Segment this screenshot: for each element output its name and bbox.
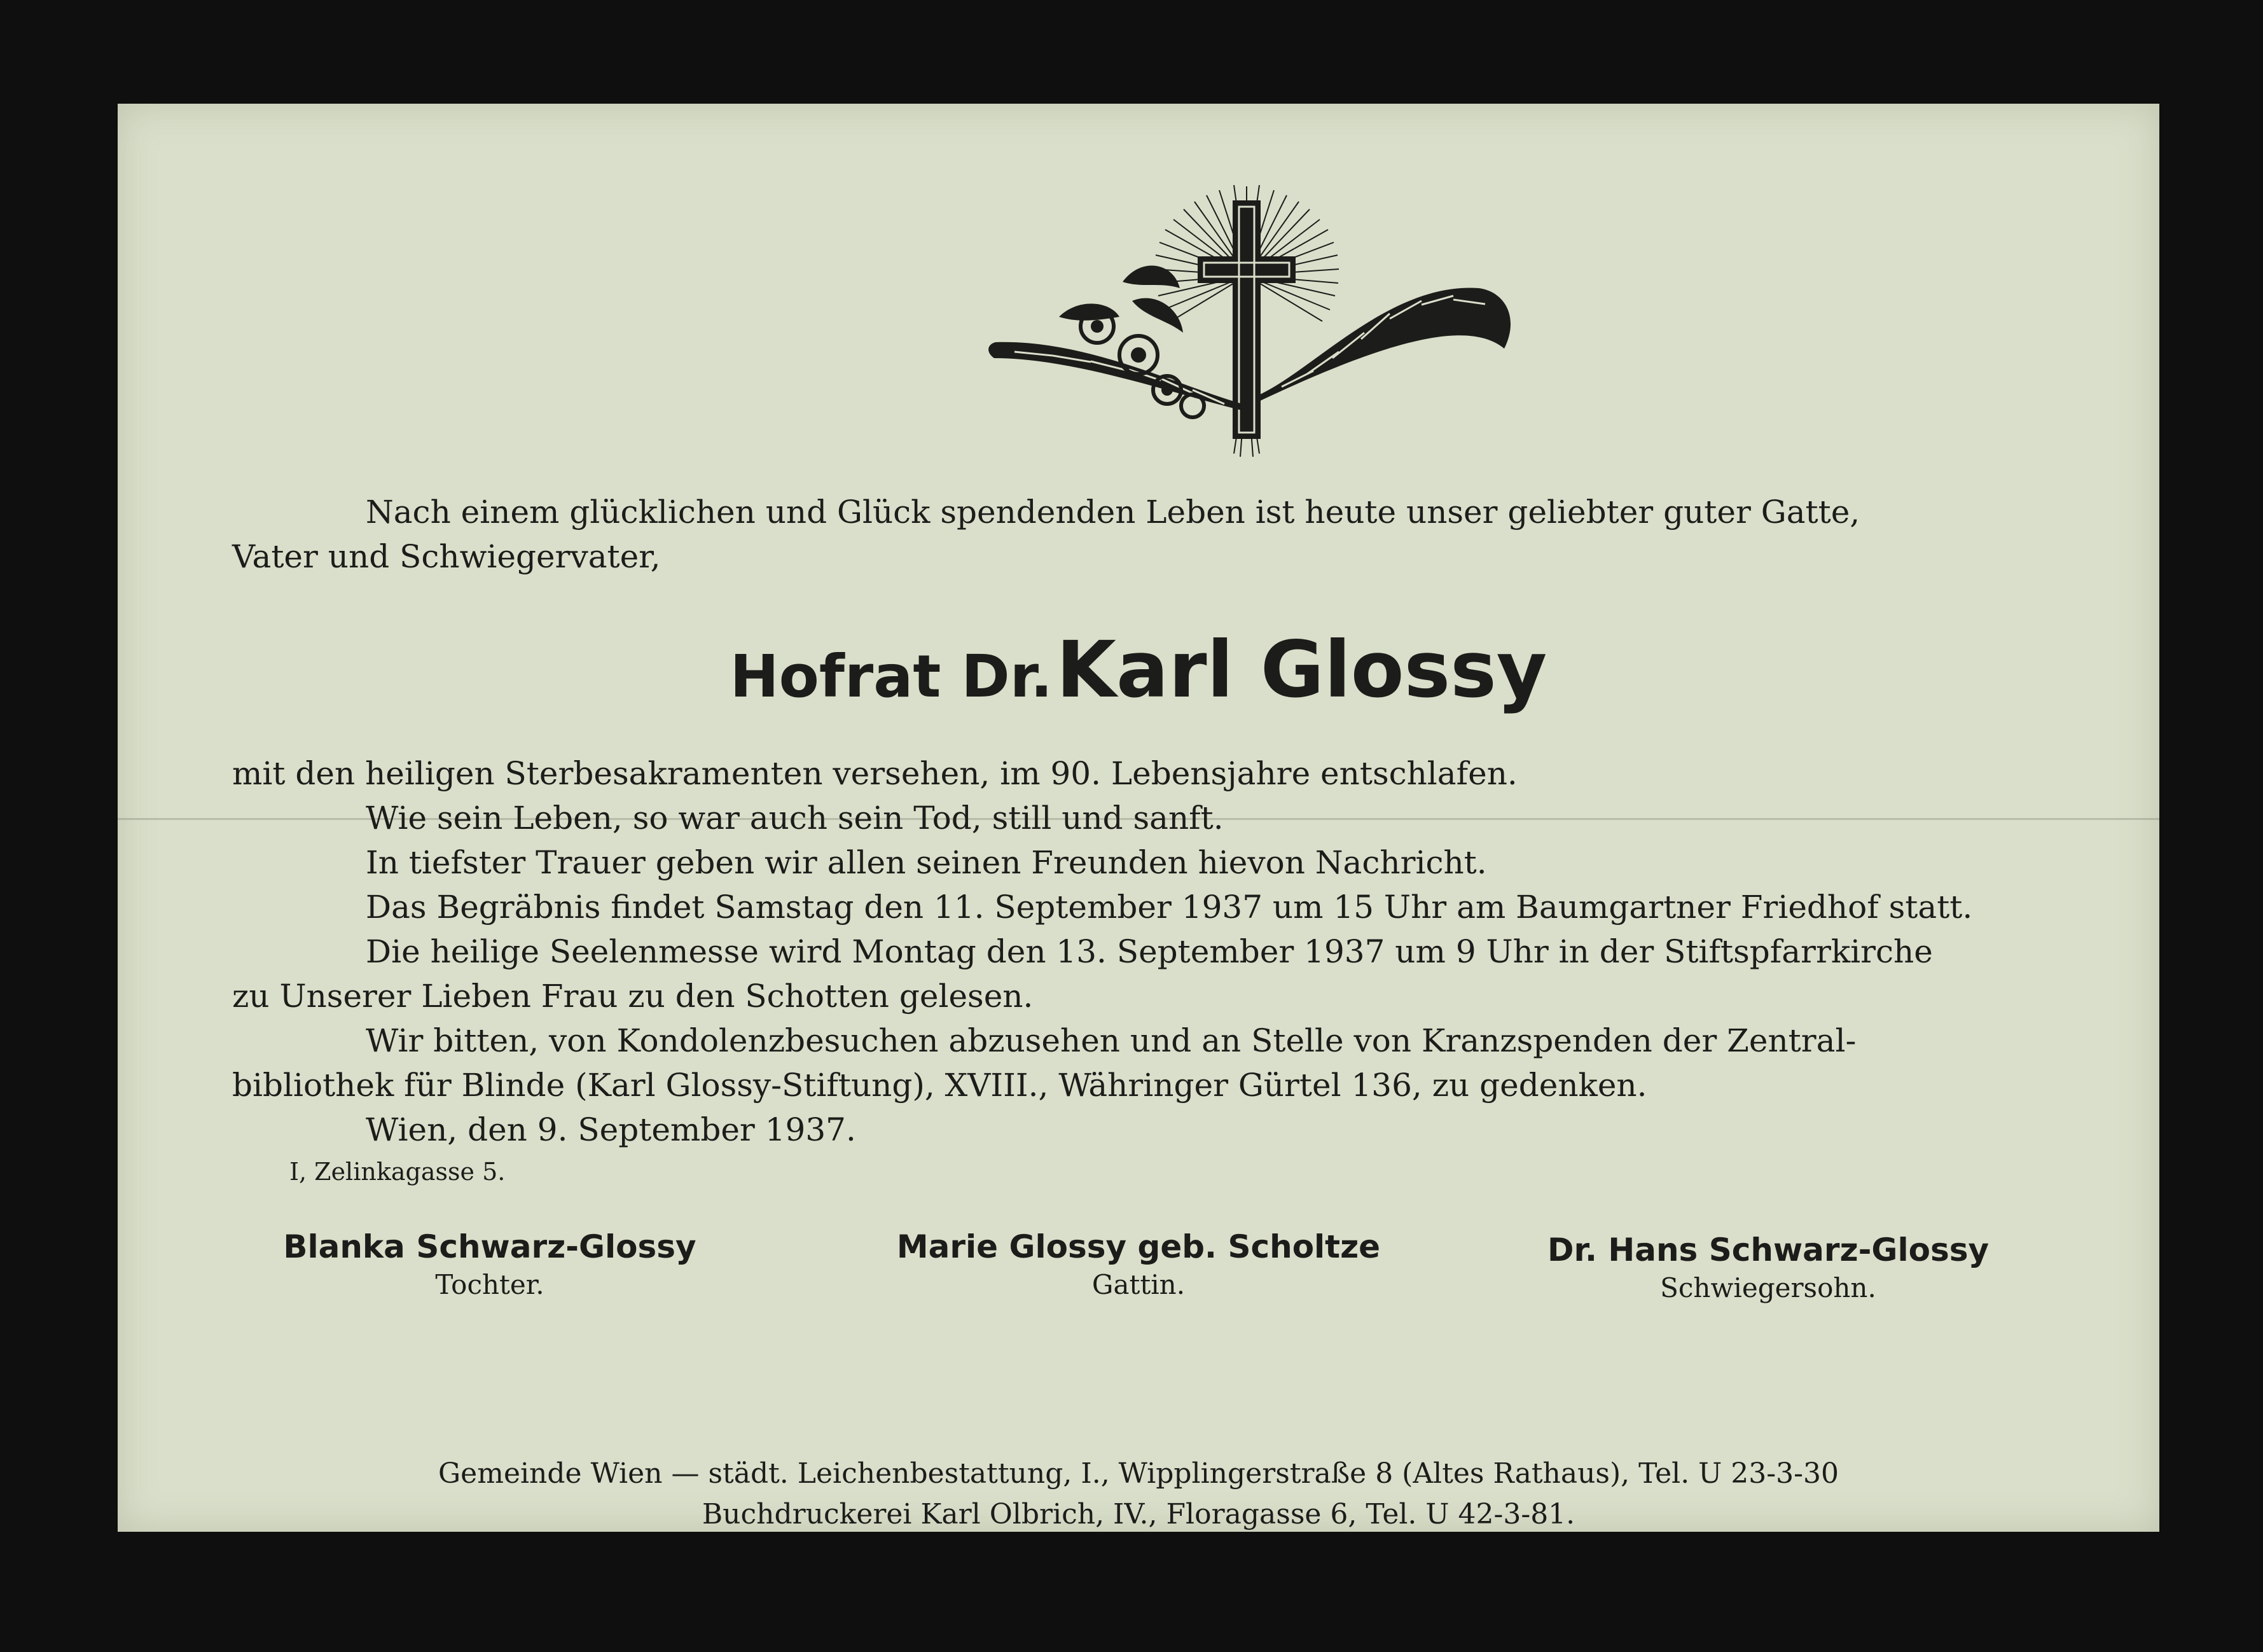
- body-line-7: Wir bitten, von Kondolenzbesuchen abzusehen und an Stelle von Kranzspenden der Zentral-: [366, 1022, 1857, 1059]
- body-line-8: bibliothek für Blinde (Karl Glossy-Stiftung), XVIII., Währinger Gürtel 136, zu gedenken.: [232, 1067, 1647, 1104]
- signatory-name: Marie Glossy geb. Scholtze: [896, 1228, 1381, 1265]
- signatory-wife: [878, 1226, 1399, 1303]
- body-line-1: mit den heiligen Sterbesakramenten versehen, im 90. Lebensjahre entschlafen.: [232, 755, 1518, 792]
- intro-line-2: Vater und Schwiegervater,: [232, 538, 661, 575]
- signatory-daughter: [229, 1226, 751, 1303]
- death-notice-sheet: [118, 104, 2159, 1532]
- intro-line-1: Nach einem glücklichen und Glück spendenden Leben ist heute unser geliebter guter Gatte,: [366, 494, 1860, 531]
- deceased-name-prefix: Hofrat Dr.: [730, 642, 1053, 711]
- footer-line-2: Buchdruckerei Karl Olbrich, IV., Floragasse 6, Tel. U 42-3-81.: [702, 1498, 1575, 1531]
- signatory-role: Schwiegersohn.: [1660, 1272, 1876, 1303]
- signatory-role: Tochter.: [435, 1269, 544, 1300]
- signatory-name: Blanka Schwarz-Glossy: [283, 1228, 696, 1265]
- body-line-4: Das Begräbnis findet Samstag den 11. September 1937 um 15 Uhr am Baumgartner Friedhof statt.: [366, 889, 1973, 926]
- body-line-3: In tiefster Trauer geben wir allen seinen Freunden hievon Nachricht.: [366, 844, 1487, 881]
- address-line: I, Zelinkagasse 5.: [289, 1158, 506, 1186]
- cross-emblem-icon: [983, 180, 1511, 460]
- signatory-name: Dr. Hans Schwarz-Glossy: [1547, 1232, 1990, 1268]
- body-line-6: zu Unserer Lieben Frau zu den Schotten gelesen.: [232, 978, 1034, 1015]
- body-line-2: Wie sein Leben, so war auch sein Tod, still und sanft.: [366, 800, 1224, 836]
- signatory-role: Gattin.: [1091, 1269, 1186, 1300]
- deceased-name-main: Karl Glossy: [1056, 625, 1547, 715]
- body-line-5: Die heilige Seelenmesse wird Montag den 13. September 1937 um 9 Uhr in der Stiftspfarrkirche: [366, 933, 1933, 970]
- deceased-name-title: [118, 619, 2159, 744]
- footer-line-1: Gemeinde Wien — städt. Leichenbestattung, I., Wipplingerstraße 8 (Altes Rathaus), Tel. U 23-3-30: [438, 1457, 1839, 1490]
- signatory-son-in-law: [1507, 1230, 2029, 1306]
- date-line: Wien, den 9. September 1937.: [366, 1111, 856, 1148]
